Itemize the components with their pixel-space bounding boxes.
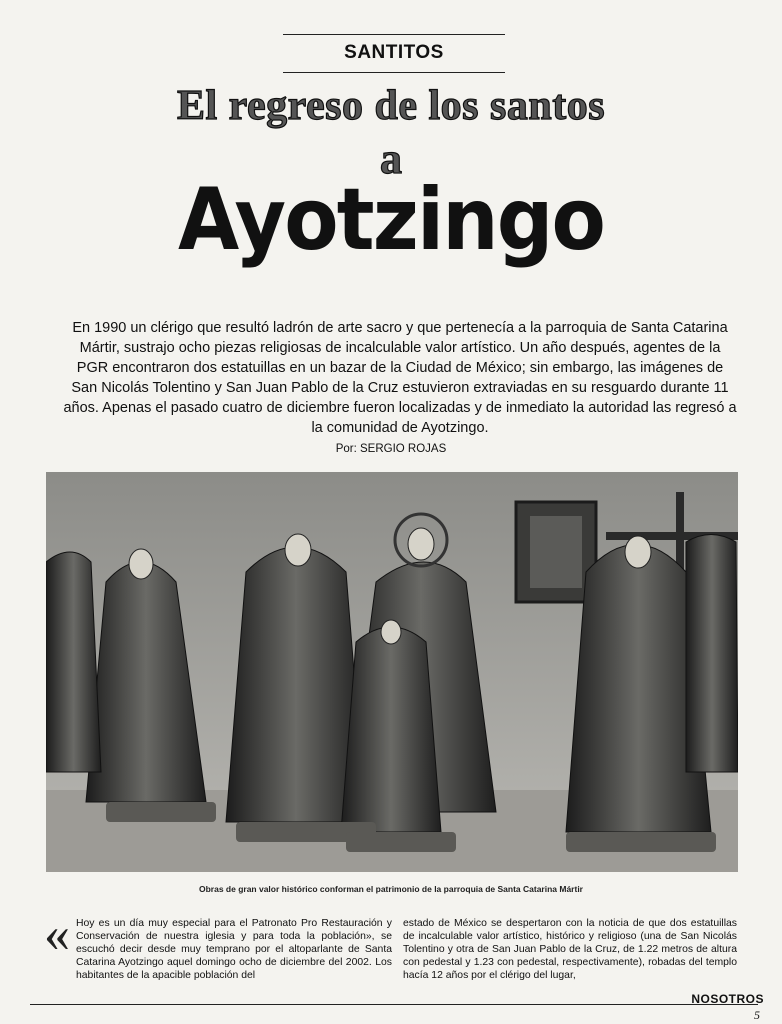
- page-number: 5: [754, 1008, 760, 1022]
- section-rule-top: [283, 34, 505, 35]
- headline-line-3: Ayotzingo: [177, 170, 605, 270]
- body-column-1: Hoy es un día muy especial para el Patronato Pro Restauración y Conservación de nuestra iglesia y para toda la población», se escuchó decir desde muy temprano por el altoparlante de Santa Catarina Ayotzingo aquel domingo ocho de diciembre del 2002. Los habitantes de la apacible población del: [76, 918, 392, 981]
- saints-photo: [46, 472, 738, 872]
- section-rule-bottom: [283, 72, 505, 73]
- lead-paragraph: En 1990 un clérigo que resultó ladrón de arte sacro y que pertenecía a la parroquia de Santa Catarina Mártir, sustrajo ocho piezas religiosas de incalculable valor artístico. Un año después, agentes de la PGR encontraron dos estatuillas en un bazar de la Ciudad de México; sin embargo, las imágenes de San Nicolás Tolentino y San Juan Pablo de la Cruz estuvieron extraviadas en su resguardo durante 11 años. Apenas el pasado cuatro de diciembre fueron localizadas y de inmediato la autoridad las regresó a la comunidad de Ayotzingo.: [63, 320, 737, 436]
- headline-line-1: El regreso de los santos: [176, 83, 606, 129]
- saints-photo-illustration: [46, 472, 738, 872]
- body-column-2: estado de México se despertaron con la noticia de que dos estatuillas de incalculable valor artístico, histórico y religioso (una de San Nicolás Tolentino y otra de San Juan Pablo de la Cruz, de 1.22 metros de altura con pedestal y 1.23 con pedestal, respectivamente), robadas del templo hacía 12 años por el clérigo del lugar,: [403, 918, 737, 981]
- photo-caption: Obras de gran valor histórico conforman el patrimonio de la parroquia de Santa Catarina Mártir: [198, 884, 583, 894]
- footer-rule: [30, 1004, 758, 1005]
- opening-quote-mark: «: [44, 906, 70, 963]
- magazine-brand: NOSOTROS: [691, 992, 764, 1006]
- section-label: SANTITOS: [344, 42, 444, 63]
- headline-line-2: a: [380, 134, 402, 183]
- byline: Por: SERGIO ROJAS: [335, 443, 447, 455]
